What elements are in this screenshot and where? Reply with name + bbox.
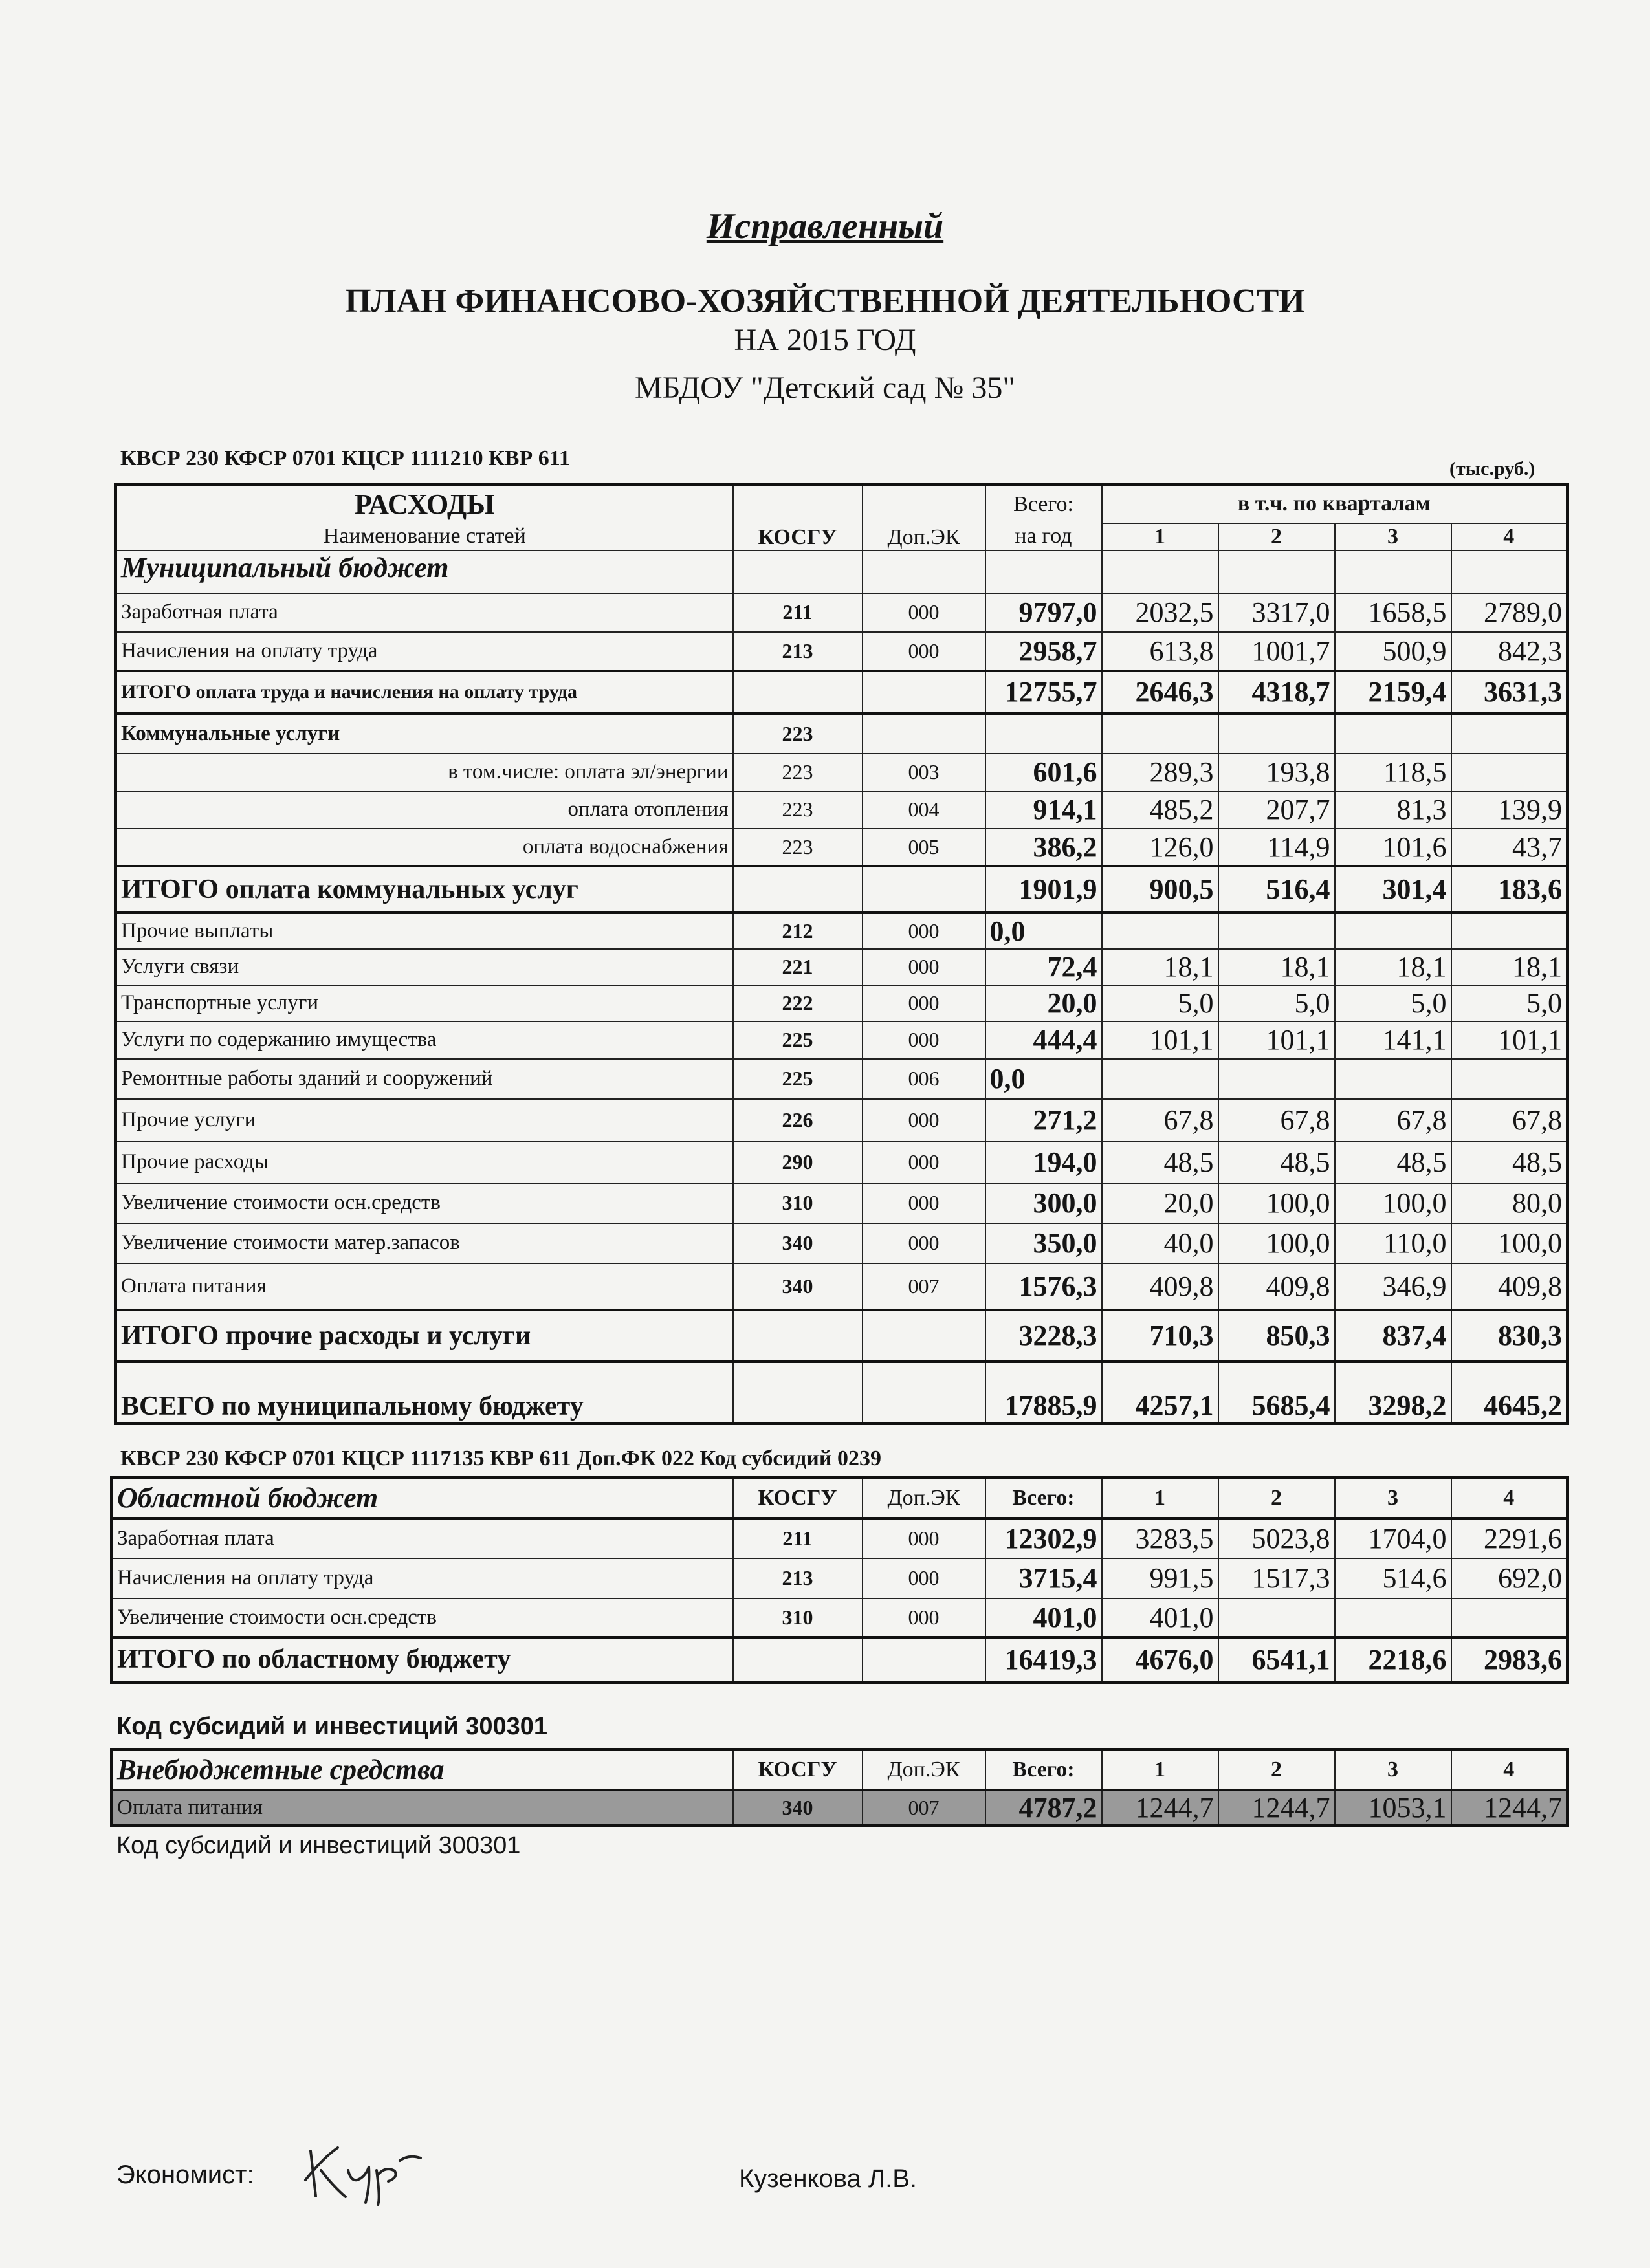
- header-dopek: Доп.ЭК: [863, 1478, 985, 1518]
- table-row: Заработная плата 211 000 9797,0 2032,5 3317,0 1658,5 2789,0: [116, 593, 1568, 632]
- section-extra: Внебюджетные средства: [112, 1750, 733, 1790]
- signature-role: Экономист:: [116, 2161, 254, 2189]
- regional-codes-line: КВСР 230 КФСР 0701 КЦСР 1117135 КВР 611 Доп.ФК 022 Код субсидий 0239: [120, 1446, 881, 1470]
- table-row: Прочие услуги 226 000 271,2 67,8 67,8 67,8 67,8: [116, 1099, 1568, 1142]
- header-q2: 2: [1218, 1750, 1335, 1790]
- document-title: ПЛАН ФИНАНСОВО-ХОЗЯЙСТВЕННОЙ ДЕЯТЕЛЬНОСТИ: [345, 283, 1305, 320]
- organization-name: МБДОУ "Детский сад № 35": [635, 371, 1015, 405]
- header-kosgu: КОСГУ: [733, 1478, 863, 1518]
- table-row: Ремонтные работы зданий и сооружений 225 006 0,0: [116, 1059, 1568, 1099]
- table-row: оплата водоснабжения 223 005 386,2 126,0 114,9 101,6 43,7: [116, 829, 1568, 866]
- table-row-total: ИТОГО оплата коммунальных услуг 1901,9 900,5 516,4 301,4 183,6: [116, 866, 1568, 913]
- handwritten-signature: [298, 2135, 427, 2206]
- header-total-top: Всего:: [985, 485, 1102, 523]
- header-total-bottom: на год: [985, 523, 1102, 551]
- municipal-codes-line: КВСР 230 КФСР 0701 КЦСР 1111210 КВР 611: [120, 446, 570, 470]
- table-row: Увеличение стоимости осн.средств 310 000 401,0 401,0: [112, 1598, 1568, 1637]
- header-q4: 4: [1451, 523, 1568, 551]
- extra-footer-line: Код субсидий и инвестиций 300301: [116, 1832, 521, 1859]
- table-row: Оплата питания 340 007 4787,2 1244,7 1244,7 1053,1 1244,7: [112, 1790, 1568, 1826]
- table-row: Услуги связи 221 000 72,4 18,1 18,1 18,1 18,1: [116, 949, 1568, 985]
- header-rashody: РАСХОДЫ: [116, 485, 733, 523]
- header-kosgu: КОСГУ: [733, 1750, 863, 1790]
- table-row-total: ИТОГО по областному бюджету 16419,3 4676,0 6541,1 2218,6 2983,6: [112, 1637, 1568, 1683]
- table-row: Оплата питания 340 007 1576,3 409,8 409,8 346,9 409,8: [116, 1263, 1568, 1310]
- table-row: Увеличение стоимости осн.средств 310 000 300,0 20,0 100,0 100,0 80,0: [116, 1183, 1568, 1223]
- header-total: Всего:: [985, 1750, 1102, 1790]
- table-row: оплата отопления 223 004 914,1 485,2 207,7 81,3 139,9: [116, 791, 1568, 829]
- section-regional: Областной бюджет: [112, 1478, 733, 1518]
- table-row-total: ИТОГО оплата труда и начисления на оплату труда 12755,7 2646,3 4318,7 2159,4 3631,3: [116, 671, 1568, 714]
- table-row: Начисления на оплату труда 213 000 2958,7 613,8 1001,7 500,9 842,3: [116, 632, 1568, 671]
- table-row: в том.числе: оплата эл/энергии 223 003 601,6 289,3 193,8 118,5: [116, 754, 1568, 791]
- header-quarters: в т.ч. по кварталам: [1102, 485, 1568, 523]
- table-row: Услуги по содержанию имущества 225 000 444,4 101,1 101,1 141,1 101,1: [116, 1021, 1568, 1059]
- header-dopek: Доп.ЭК: [863, 485, 985, 551]
- header-kosgu: КОСГУ: [733, 485, 863, 551]
- table-row: Начисления на оплату труда 213 000 3715,4 991,5 1517,3 514,6 692,0: [112, 1558, 1568, 1598]
- header-q1: 1: [1102, 523, 1218, 551]
- header-q2: 2: [1218, 523, 1335, 551]
- signature-name: Кузенкова Л.В.: [739, 2164, 918, 2193]
- extra-codes-line: Код субсидий и инвестиций 300301: [116, 1713, 547, 1740]
- header-dopek: Доп.ЭК: [863, 1750, 985, 1790]
- table-row: Транспортные услуги 222 000 20,0 5,0 5,0 5,0 5,0: [116, 985, 1568, 1021]
- table-row: Увеличение стоимости матер.запасов 340 000 350,0 40,0 100,0 110,0 100,0: [116, 1223, 1568, 1263]
- table-row: Прочие выплаты 212 000 0,0: [116, 913, 1568, 949]
- header-name-col: Наименование статей: [116, 523, 733, 551]
- header-q3: 3: [1335, 523, 1451, 551]
- table-row-grand-total: ВСЕГО по муниципальному бюджету 17885,9 4257,1 5685,4 3298,2 4645,2: [116, 1362, 1568, 1424]
- regional-budget-table: [110, 1476, 1569, 1684]
- table-row: Прочие расходы 290 000 194,0 48,5 48,5 48,5 48,5: [116, 1142, 1568, 1183]
- corrected-label: Исправленный: [706, 206, 944, 246]
- extra-budget-table: [110, 1748, 1569, 1827]
- table-row: Коммунальные услуги 223: [116, 714, 1568, 754]
- municipal-budget-table: [114, 483, 1569, 1425]
- header-q3: 3: [1335, 1478, 1451, 1518]
- document-year: НА 2015 ГОД: [734, 323, 916, 357]
- header-q1: 1: [1102, 1750, 1218, 1790]
- header-q1: 1: [1102, 1478, 1218, 1518]
- header-q2: 2: [1218, 1478, 1335, 1518]
- unit-label: (тыс.руб.): [1449, 458, 1535, 479]
- header-q4: 4: [1451, 1750, 1568, 1790]
- header-q4: 4: [1451, 1478, 1568, 1518]
- header-q3: 3: [1335, 1750, 1451, 1790]
- table-row-total: ИТОГО прочие расходы и услуги 3228,3 710,3 850,3 837,4 830,3: [116, 1310, 1568, 1362]
- header-total: Всего:: [985, 1478, 1102, 1518]
- section-municipal: Муниципальный бюджет: [116, 551, 733, 593]
- table-row: Заработная плата 211 000 12302,9 3283,5 5023,8 1704,0 2291,6: [112, 1518, 1568, 1558]
